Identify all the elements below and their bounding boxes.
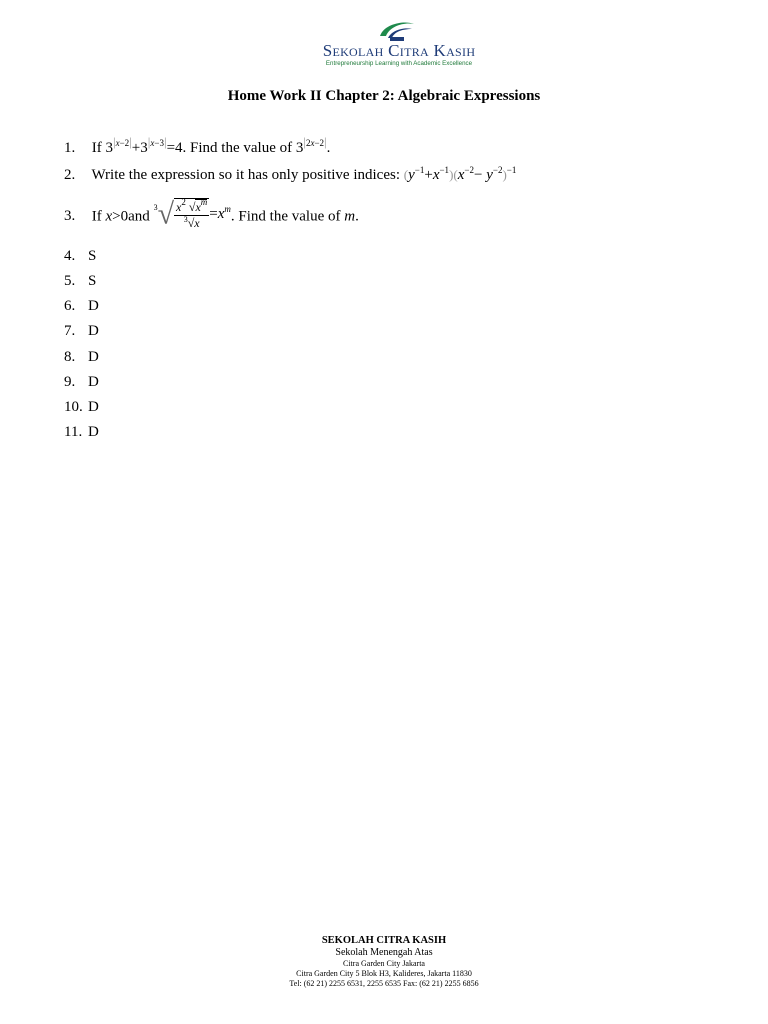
page-title: Home Work II Chapter 2: Algebraic Expressions (227, 88, 541, 104)
question-text: Write the expression so it has only positive indices: (91, 167, 400, 183)
question-text: D (88, 399, 99, 415)
question-item (64, 423, 99, 441)
question-text: D (88, 323, 99, 339)
logo-name: Sekolah Citra Kasih (322, 41, 476, 60)
question-3 (64, 198, 359, 238)
question-number: 7. (64, 323, 76, 339)
question-number: 3. (64, 208, 76, 225)
question-text: D (88, 424, 99, 440)
question-item (64, 373, 99, 391)
question-text: and (128, 208, 150, 225)
expression: $3^{|2x-2|}$ (295, 134, 327, 156)
question-2 (64, 166, 516, 185)
question-number: 4. (64, 248, 76, 264)
page-footer (0, 934, 768, 989)
question-number: 5. (64, 273, 76, 289)
radical-equation: $^3$√ $\frac{x^2 √x^m}{^3√x}$ $=x^m$ (153, 196, 231, 231)
question-text: D (88, 349, 99, 365)
question-text: D (88, 374, 99, 390)
question-number: 2. (64, 167, 76, 183)
question-1 (64, 134, 331, 158)
question-item (64, 272, 96, 290)
footer-school-name: SEKOLAH CITRA KASIH (321, 935, 447, 946)
question-number: 8. (64, 349, 76, 365)
footer-campus: Citra Garden City Jakarta (343, 959, 425, 968)
question-item (64, 297, 99, 315)
question-text: . Find the value of (182, 140, 293, 156)
question-item (64, 348, 99, 366)
school-logo (316, 18, 482, 68)
question-number: 9. (64, 374, 76, 390)
question-text: If (91, 140, 102, 156)
question-number: 11. (64, 424, 83, 440)
question-item (64, 322, 99, 340)
question-item (64, 398, 99, 416)
question-number: 1. (64, 140, 76, 156)
question-text: . (326, 140, 331, 156)
footer-level: Sekolah Menengah Atas (335, 947, 433, 958)
variable: m (344, 208, 356, 225)
question-text: S (88, 248, 97, 264)
question-text: . Find the value of (230, 208, 341, 225)
footer-contact: Tel: (62 21) 2255 6531, 2255 6535 Fax: (62 21) 2255 6856 (289, 979, 479, 988)
question-text: D (88, 298, 99, 314)
question-text: . (355, 208, 359, 225)
logo-tagline: Entrepreneurship Learning with Academic Excellence (325, 60, 473, 67)
question-number: 10. (64, 399, 83, 415)
equation: $3^{|x-2|}+3^{|x-3|}=4$ (105, 134, 183, 156)
question-text: S (88, 273, 97, 289)
question-item (64, 247, 96, 265)
condition: x>0 (105, 208, 129, 225)
footer-address: Citra Garden City 5 Blok H3, Kalideres, Jakarta 11830 (296, 969, 472, 978)
question-text: If (91, 208, 102, 225)
expression: $(y^{-1}+x^{-1})(x^{-2}- y^{-2})^{-1}$ (403, 165, 517, 183)
question-number: 6. (64, 298, 76, 314)
